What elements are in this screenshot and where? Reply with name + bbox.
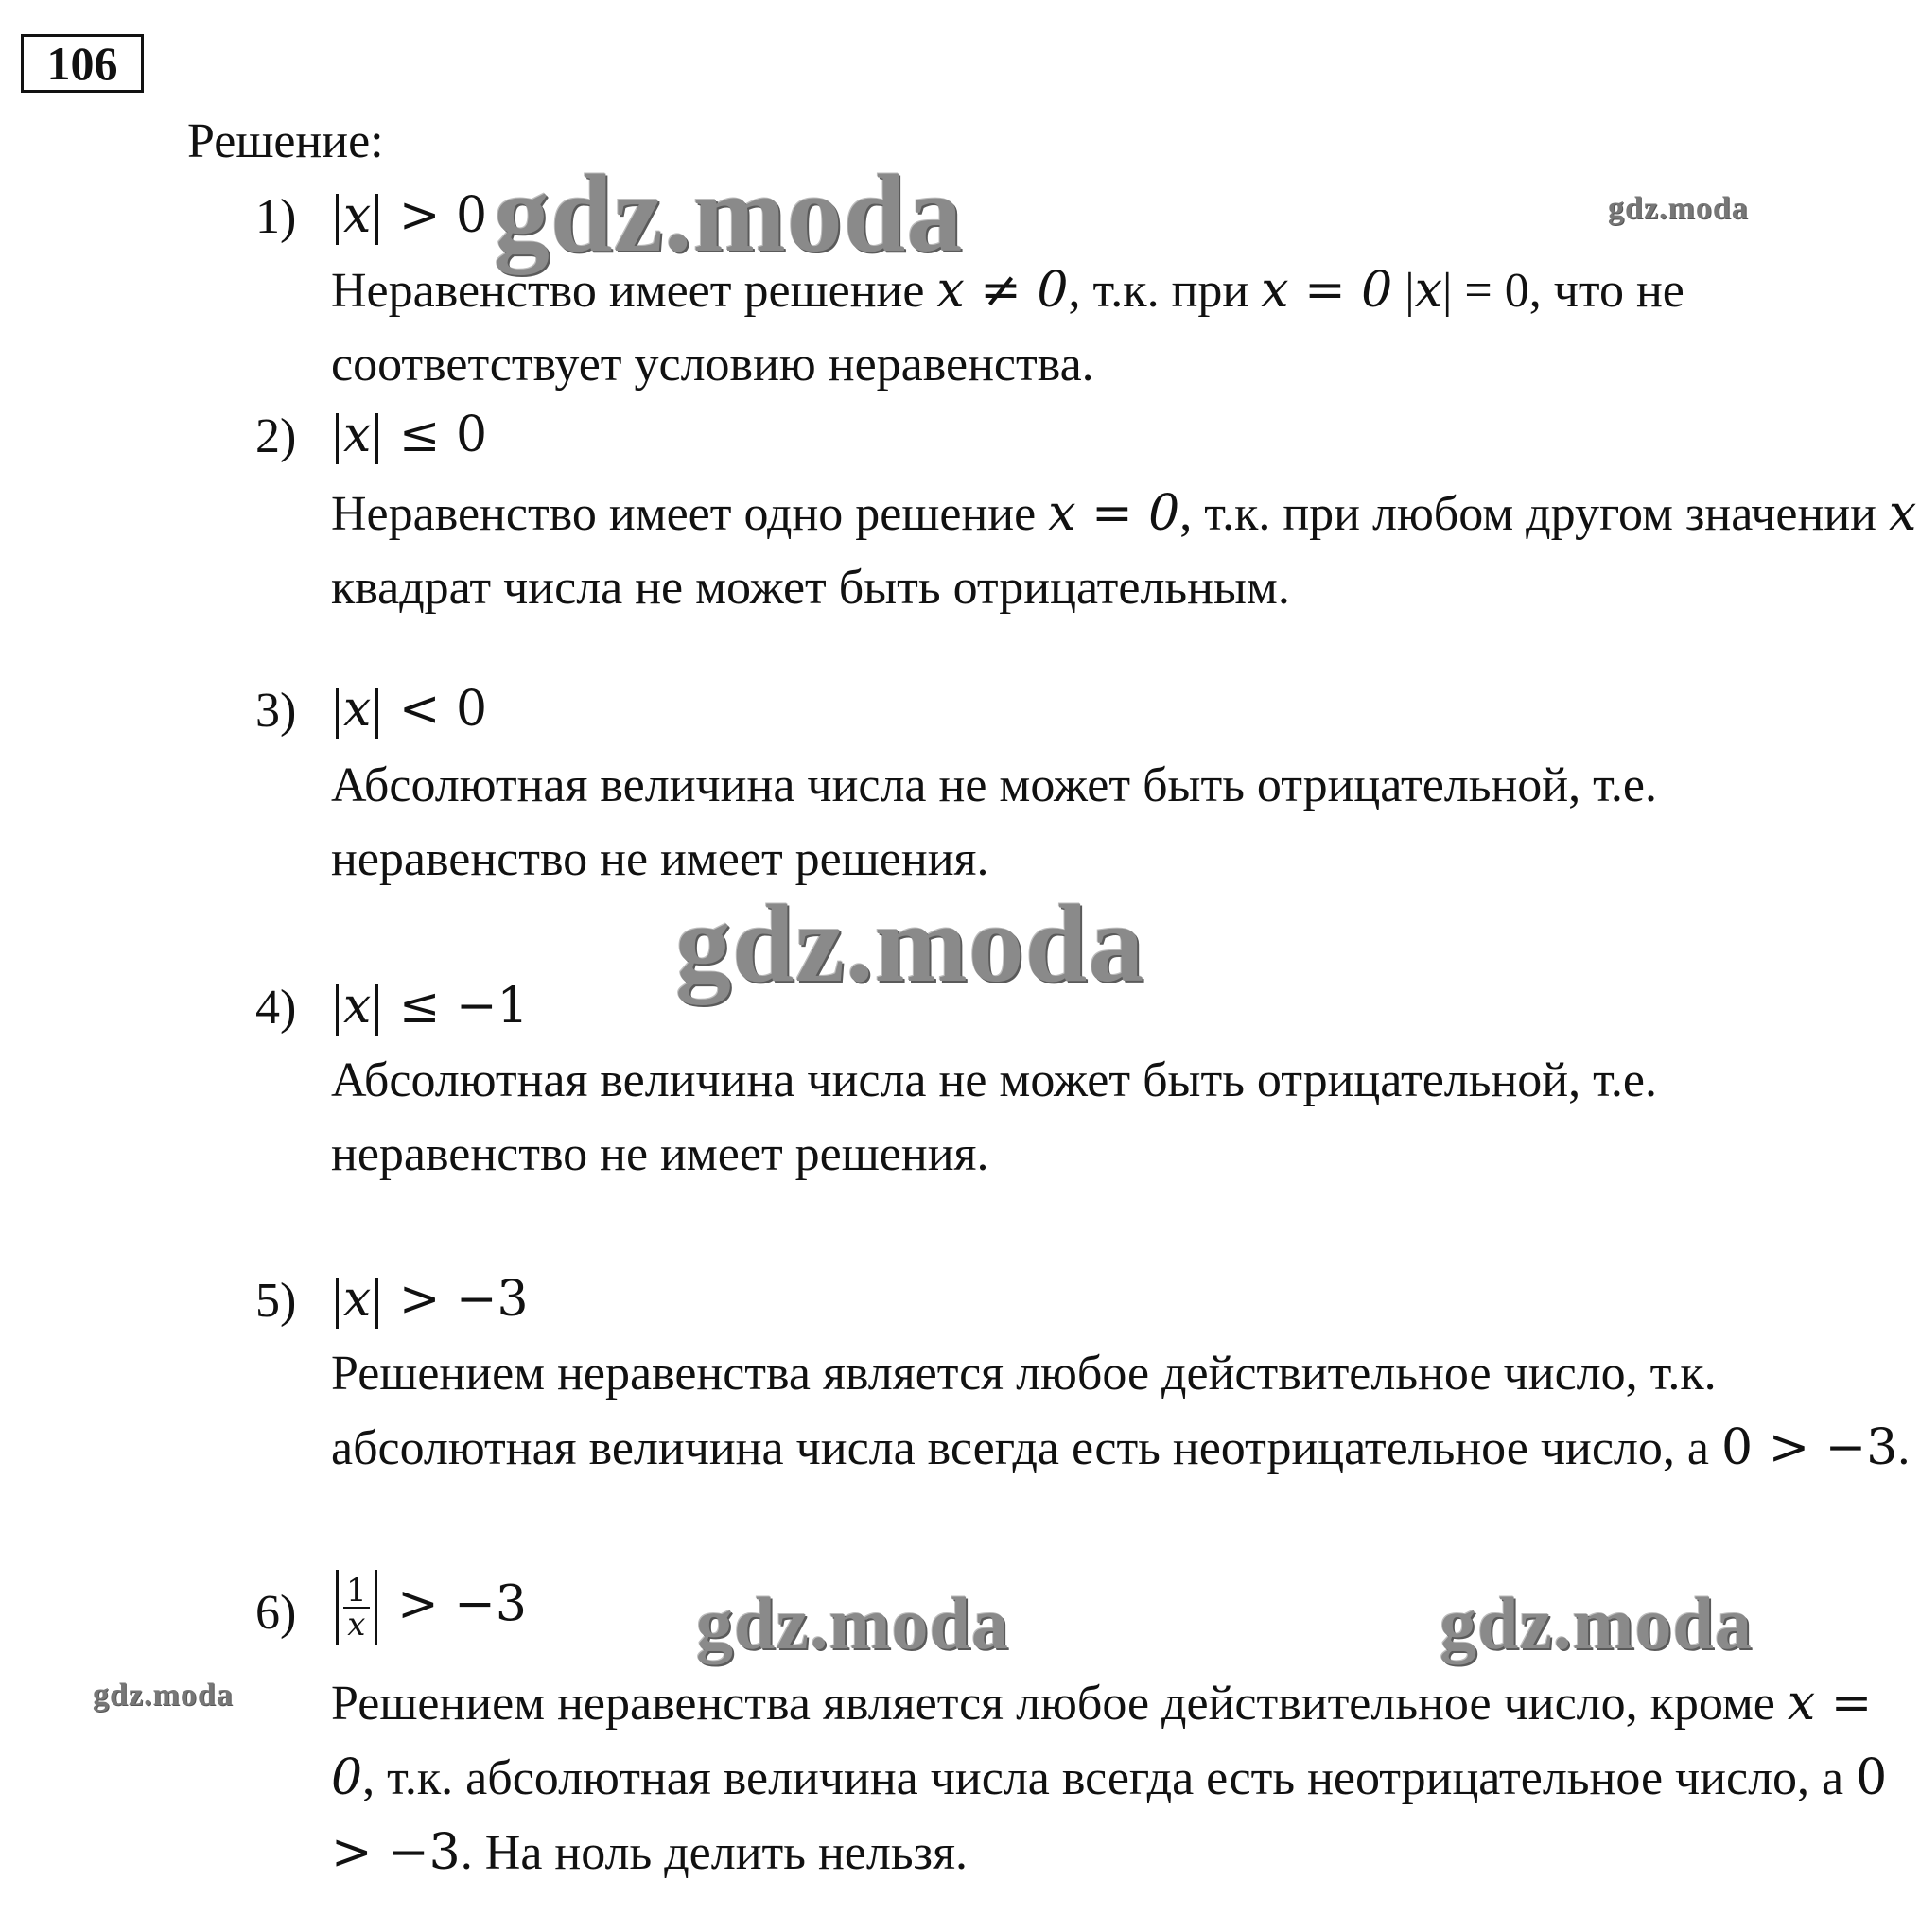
solution-heading: Решение: xyxy=(187,114,384,168)
item-6-explanation: Решением неравенства является любое действительное число, кроме x = 0, т.к. абсолютная величина числа всегда есть неотрицательное число, а 0 > −3. На ноль делить нельзя. xyxy=(331,1675,1888,1881)
item-3-explanation: Абсолютная величина числа не может быть отрицательной, т.е. неравенство не имеет решения. xyxy=(331,758,1657,886)
watermark-3: gdz.moda xyxy=(675,881,1145,1005)
item-1-explanation: Неравенство имеет решение x ≠ 0, т.к. при x = 0 |x| = 0, что не соответствует условию неравенства. xyxy=(331,262,1684,392)
watermark-6: gdz.moda xyxy=(93,1678,234,1713)
watermark-1: gdz.moda xyxy=(494,151,964,275)
item-2-label: 2) xyxy=(255,409,297,463)
item-1-inequality: x > 0 xyxy=(331,187,487,245)
watermark-4: gdz.moda xyxy=(696,1582,1009,1664)
item-4-label: 4) xyxy=(255,981,297,1035)
item-4-explanation: Абсолютная величина числа не может быть отрицательной, т.е. неравенство не имеет решения. xyxy=(331,1053,1657,1181)
item-2-inequality: x ≤ 0 xyxy=(331,407,487,464)
item-2-explanation: Неравенство имеет одно решение x = 0, т.к. при любом другом значении x квадрат числа не может быть отрицательным. xyxy=(331,485,1917,615)
item-4-inequality: x ≤ −1 xyxy=(331,978,529,1036)
item-1-label: 1) xyxy=(255,190,297,244)
item-5-inequality: x > −3 xyxy=(331,1271,529,1329)
item-6-inequality: $\frac{1}{x}$ > −3 xyxy=(331,1570,527,1645)
item-3-inequality: x < 0 xyxy=(331,681,487,739)
item-6-label: 6) xyxy=(255,1586,297,1640)
task-number: 106 xyxy=(21,34,144,93)
item-5-label: 5) xyxy=(255,1274,297,1328)
watermark-5: gdz.moda xyxy=(1440,1582,1753,1664)
item-5-explanation: Решением неравенства является любое действительное число, т.к. абсолютная величина числа всегда есть неотрицательное число, а 0 > −3. xyxy=(331,1347,1911,1476)
item-3-label: 3) xyxy=(255,684,297,738)
watermark-2: gdz.moda xyxy=(1608,191,1749,226)
